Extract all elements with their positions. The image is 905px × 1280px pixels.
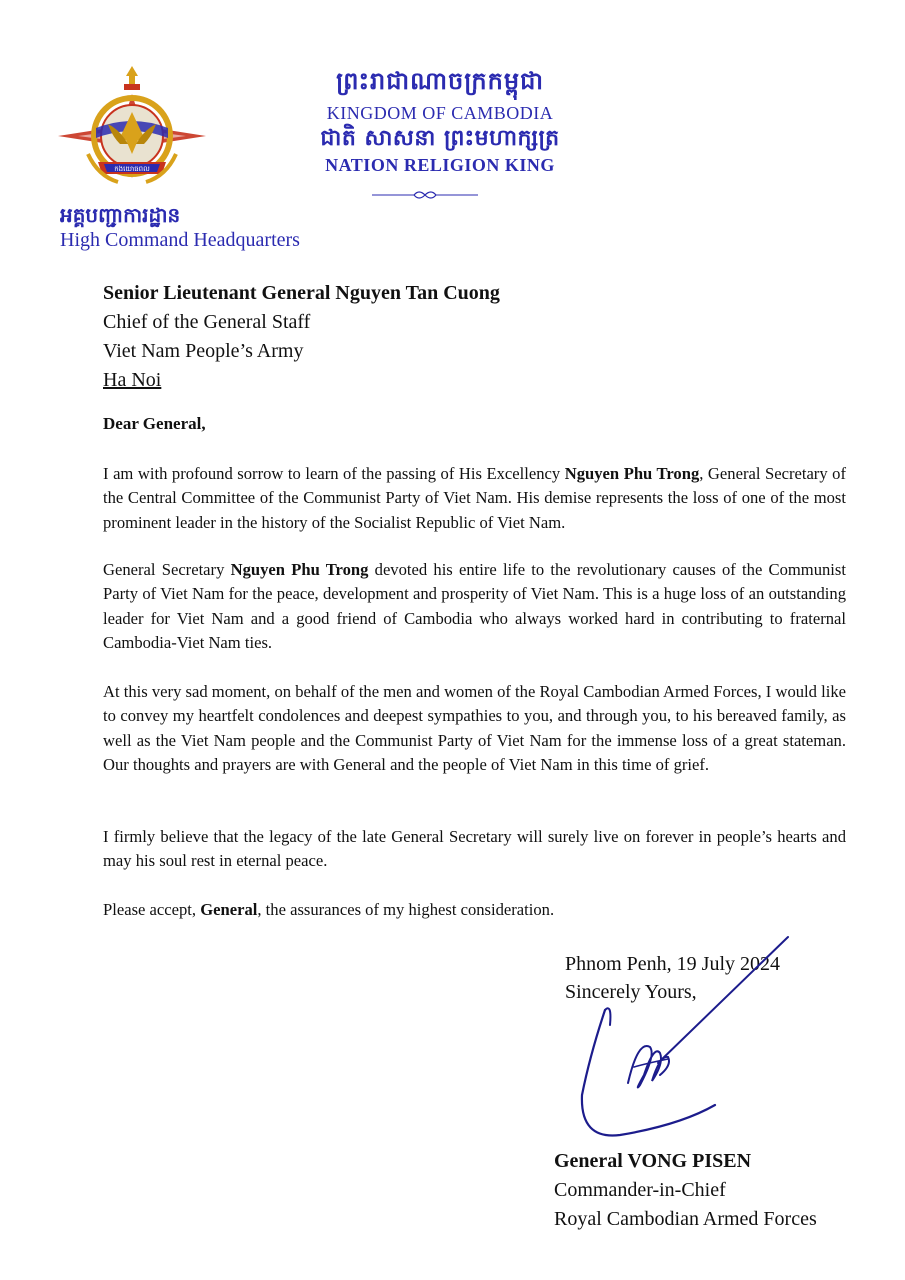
hq-english-label: High Command Headquarters <box>60 229 300 251</box>
signer-organization: Royal Cambodian Armed Forces <box>554 1208 817 1230</box>
body-paragraph-5: Please accept, General, the assurances of my highest consideration. <box>103 900 555 919</box>
body-paragraph-3: At this very sad moment, on behalf of the men and women of the Royal Cambodian Armed Forces, I would like to convey my heartfelt condolences and deepest sympathies to you, and through you, to his bereaved family, as well as the Viet Nam people and the Communist Party of Viet Nam for the immense loss of a great stateman. Our thoughts and prayers are with General and the people of Viet Nam in this time of grief. <box>103 682 846 774</box>
body-paragraph-4: I firmly believe that the legacy of the late General Secretary will surely live on forever in people’s hearts and may his soul rest in eternal peace. <box>103 827 846 871</box>
salutation: Dear General, <box>103 414 206 433</box>
body-paragraph-1: I am with profound sorrow to learn of the passing of His Excellency Nguyen Phu Trong, General Secretary of the Central Committee of the Communist Party of Viet Nam. His demise represents the loss of one of the most prominent leader in the history of the Socialist Republic of Viet Nam. <box>103 464 846 532</box>
valediction: Sincerely Yours, <box>565 981 697 1003</box>
kingdom-khmer-title: ព្រះរាជាណាចក្រកម្ពុជា <box>336 67 544 95</box>
body-paragraph-2: General Secretary Nguyen Phu Trong devoted his entire life to the revolutionary causes of the Communist Party of Viet Nam for the peace, development and prosperity of Viet Nam. This is a huge loss of an outstanding leader for Viet Nam and a good friend of Cambodia who always worked hard in contributing to fraternal Cambodia-Viet Nam ties. <box>103 560 846 652</box>
signer-role: Commander-in-Chief <box>554 1179 726 1201</box>
motto-english: NATION RELIGION KING <box>325 155 555 175</box>
handwritten-signature <box>560 935 800 1150</box>
hq-khmer-label: អគ្គបញ្ជាការដ្ឋាន <box>60 203 181 227</box>
addressee-name: Senior Lieutenant General Nguyen Tan Cuong <box>103 282 500 304</box>
emblem-banner-text: កងយោធពល <box>114 165 150 173</box>
signer-name: General VONG PISEN <box>554 1150 752 1172</box>
divider-flourish-icon <box>370 188 480 202</box>
place-date: Phnom Penh, 19 July 2024 <box>565 953 781 975</box>
kingdom-english-title: KINGDOM OF CAMBODIA <box>326 103 554 123</box>
rcaf-emblem-icon <box>58 64 206 194</box>
motto-khmer: ជាតិ សាសនា ព្រះមហាក្សត្រ <box>320 126 560 151</box>
addressee-city: Ha Noi <box>103 369 162 391</box>
addressee-organization: Viet Nam People’s Army <box>103 340 304 362</box>
addressee-title: Chief of the General Staff <box>103 311 311 333</box>
